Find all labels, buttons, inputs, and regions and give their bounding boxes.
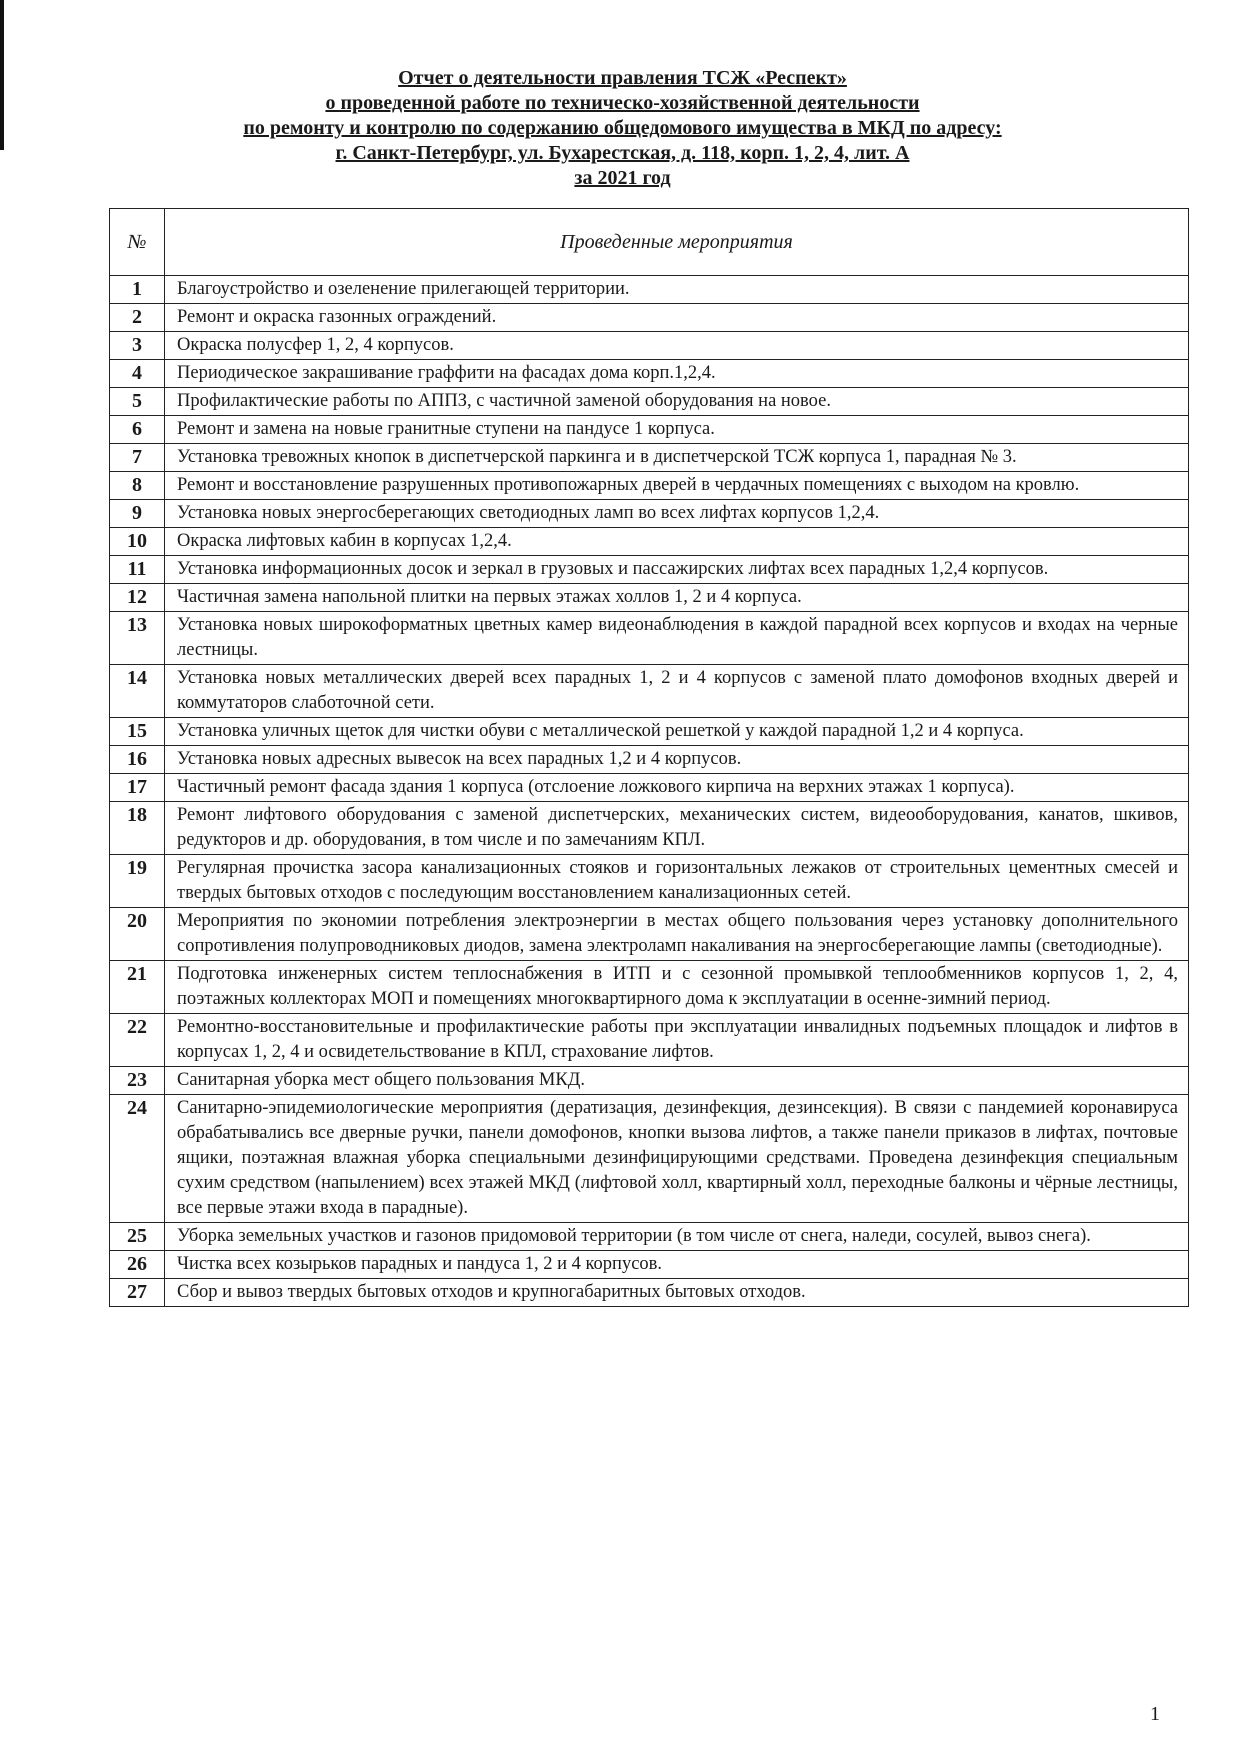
row-number: 10	[110, 528, 165, 556]
row-number: 15	[110, 718, 165, 746]
table-row	[110, 961, 1189, 1014]
row-activity: Ремонт и окраска газонных ограждений.	[165, 304, 1189, 332]
row-activity: Уборка земельных участков и газонов придомовой территории (в том числе от снега, наледи, сосулей, вывоз снега).	[165, 1223, 1189, 1251]
table-row	[110, 360, 1189, 388]
row-activity: Установка новых металлических дверей всех парадных 1, 2 и 4 корпусов с заменой плато домофонов входных дверей и коммутаторов слаботочной сети.	[165, 665, 1189, 718]
table-row	[110, 500, 1189, 528]
row-number: 14	[110, 665, 165, 718]
table-row	[110, 304, 1189, 332]
row-activity: Установка уличных щеток для чистки обуви с металлической решеткой у каждой парадной 1,2 и 4 корпуса.	[165, 718, 1189, 746]
row-number: 4	[110, 360, 165, 388]
table-row	[110, 416, 1189, 444]
row-number: 12	[110, 584, 165, 612]
row-number: 11	[110, 556, 165, 584]
table-row	[110, 276, 1189, 304]
row-number: 2	[110, 304, 165, 332]
header-number: №	[110, 209, 165, 276]
row-activity: Ремонт и замена на новые гранитные ступени на пандусе 1 корпуса.	[165, 416, 1189, 444]
row-number: 7	[110, 444, 165, 472]
row-number: 20	[110, 908, 165, 961]
row-activity: Установка тревожных кнопок в диспетчерской паркинга и в диспетчерской ТСЖ корпуса 1, парадная № 3.	[165, 444, 1189, 472]
table-row	[110, 1251, 1189, 1279]
row-number: 8	[110, 472, 165, 500]
row-activity: Установка новых адресных вывесок на всех парадных 1,2 и 4 корпусов.	[165, 746, 1189, 774]
table-row	[110, 665, 1189, 718]
row-number: 6	[110, 416, 165, 444]
row-number: 26	[110, 1251, 165, 1279]
row-activity: Благоустройство и озеленение прилегающей территории.	[165, 276, 1189, 304]
row-activity: Установка информационных досок и зеркал в грузовых и пассажирских лифтах всех парадных 1,2,4 корпусов.	[165, 556, 1189, 584]
row-activity: Частичная замена напольной плитки на первых этажах холлов 1, 2 и 4 корпуса.	[165, 584, 1189, 612]
row-number: 27	[110, 1279, 165, 1307]
table-row	[110, 1067, 1189, 1095]
row-number: 1	[110, 276, 165, 304]
table-row	[110, 802, 1189, 855]
row-activity: Ремонт и восстановление разрушенных противопожарных дверей в чердачных помещениях с выходом на кровлю.	[165, 472, 1189, 500]
row-number: 9	[110, 500, 165, 528]
row-activity: Окраска лифтовых кабин в корпусах 1,2,4.	[165, 528, 1189, 556]
row-activity: Профилактические работы по АППЗ, с частичной заменой оборудования на новое.	[165, 388, 1189, 416]
header-activities: Проведенные мероприятия	[165, 209, 1189, 276]
row-activity: Установка новых энергосберегающих светодиодных ламп во всех лифтах корпусов 1,2,4.	[165, 500, 1189, 528]
table-row	[110, 612, 1189, 665]
table-row	[110, 444, 1189, 472]
table-row	[110, 718, 1189, 746]
row-number: 25	[110, 1223, 165, 1251]
row-number: 22	[110, 1014, 165, 1067]
table-row	[110, 388, 1189, 416]
table-row	[110, 908, 1189, 961]
row-activity: Подготовка инженерных систем теплоснабжения в ИТП и с сезонной промывкой теплообменников корпусов 1, 2, 4, поэтажных коллекторах МОП и помещениях многоквартирного дома к эксплуатации в осенне-зимний период.	[165, 961, 1189, 1014]
table-row	[110, 528, 1189, 556]
row-activity: Частичный ремонт фасада здания 1 корпуса (отслоение ложкового кирпича на верхних этажах 1 корпуса).	[165, 774, 1189, 802]
table-row	[110, 1014, 1189, 1067]
row-number: 13	[110, 612, 165, 665]
row-activity: Окраска полусфер 1, 2, 4 корпусов.	[165, 332, 1189, 360]
row-number: 24	[110, 1095, 165, 1223]
table-row	[110, 556, 1189, 584]
row-activity: Ремонтно-восстановительные и профилактические работы при эксплуатации инвалидных подъемных площадок и лифтов в корпусах 1, 2, 4 и освидетельствование в КПЛ, страхование лифтов.	[165, 1014, 1189, 1067]
title-line: г. Санкт-Петербург, ул. Бухарестская, д. 118, корп. 1, 2, 4, лит. А	[335, 142, 910, 164]
table-row	[110, 1223, 1189, 1251]
row-number: 3	[110, 332, 165, 360]
document-title	[0, 66, 1245, 191]
title-line: за 2021 год	[574, 167, 671, 189]
row-number: 23	[110, 1067, 165, 1095]
table-row	[110, 584, 1189, 612]
table-row	[110, 332, 1189, 360]
row-activity: Санитарно-эпидемиологические мероприятия (дератизация, дезинфекция, дезинсекция). В связи с пандемией коронавируса обрабатывались все дверные ручки, панели домофонов, кнопки вызова лифтов, а также панели приказов в лифтах, почтовые ящики, поэтажная влажная уборка специальными дезинфицирующими средствами. Проведена дезинфекция специальным сухим средством (напылением) всех этажей МКД (лифтовой холл, квартирный холл, переходные балконы и чёрные лестницы, все первые этажи входа в парадные).	[165, 1095, 1189, 1223]
row-activity: Санитарная уборка мест общего пользования МКД.	[165, 1067, 1189, 1095]
table-row	[110, 774, 1189, 802]
row-activity: Регулярная прочистка засора канализационных стояков и горизонтальных лежаков от строительных цементных смесей и твердых бытовых отходов с последующим восстановлением канализационных сетей.	[165, 855, 1189, 908]
row-activity: Установка новых широкоформатных цветных камер видеонаблюдения в каждой парадной всех корпусов и входах на черные лестницы.	[165, 612, 1189, 665]
table-row	[110, 472, 1189, 500]
row-activity: Периодическое закрашивание граффити на фасадах дома корп.1,2,4.	[165, 360, 1189, 388]
page-number: 1	[1150, 1703, 1160, 1725]
title-line: Отчет о деятельности правления ТСЖ «Респект»	[398, 67, 847, 89]
table-row	[110, 1095, 1189, 1223]
title-line: по ремонту и контролю по содержанию общедомового имущества в МКД по адресу:	[243, 117, 1002, 139]
row-activity: Ремонт лифтового оборудования с заменой диспетчерских, механических систем, видеооборудования, канатов, шкивов, редукторов и др. оборудования, в том числе и по замечаниям КПЛ.	[165, 802, 1189, 855]
row-number: 5	[110, 388, 165, 416]
row-number: 17	[110, 774, 165, 802]
title-line: о проведенной работе по техническо-хозяйственной деятельности	[325, 92, 920, 114]
row-number: 19	[110, 855, 165, 908]
table-row	[110, 855, 1189, 908]
activities-table	[109, 208, 1189, 1307]
row-number: 18	[110, 802, 165, 855]
row-number: 16	[110, 746, 165, 774]
row-activity: Чистка всех козырьков парадных и пандуса 1, 2 и 4 корпусов.	[165, 1251, 1189, 1279]
table-row	[110, 746, 1189, 774]
table-row	[110, 1279, 1189, 1307]
row-activity: Мероприятия по экономии потребления электроэнергии в местах общего пользования через установку дополнительного сопротивления полупроводниковых диодов, замена электроламп накаливания на энергосберегающие лампы (светодиодные).	[165, 908, 1189, 961]
row-number: 21	[110, 961, 165, 1014]
row-activity: Сбор и вывоз твердых бытовых отходов и крупногабаритных бытовых отходов.	[165, 1279, 1189, 1307]
